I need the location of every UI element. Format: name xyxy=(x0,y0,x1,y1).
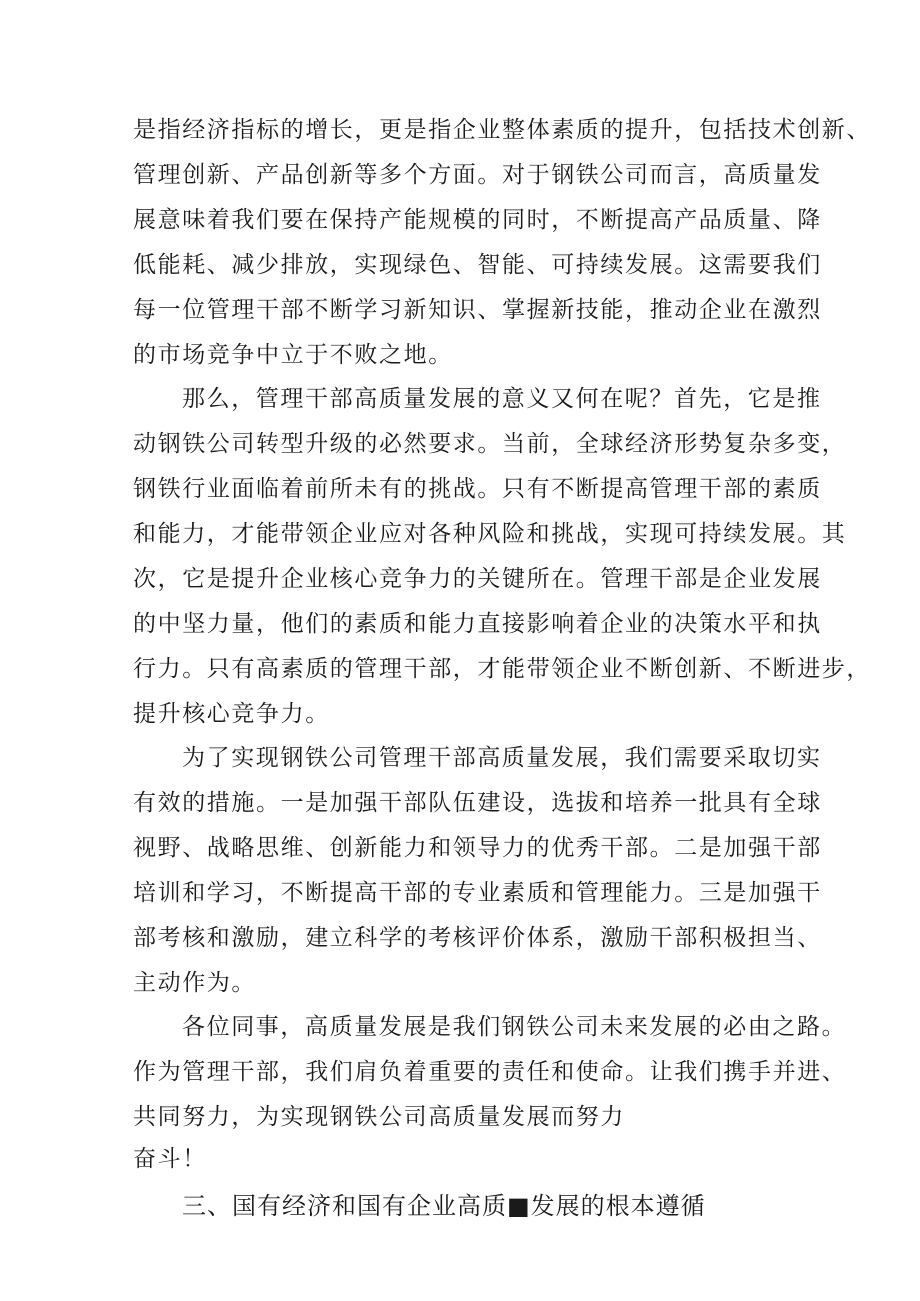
section-heading: 三、国有经济和国有企业高质■发展的根本遵循 xyxy=(182,1192,706,1220)
text-line: 钢铁行业面临着前所未有的挑战。只有不断提高管理干部的素质 xyxy=(133,476,822,502)
text-line: 主动作为。 xyxy=(133,970,256,996)
text-line: 为了实现钢铁公司管理干部高质量发展，我们需要采取切实 xyxy=(182,745,822,771)
text-line: 是指经济指标的增长，更是指企业整体素质的提升，包括技术创新、 xyxy=(133,117,871,143)
text-line: 管理创新、产品创新等多个方面。对于钢铁公司而言，高质量发 xyxy=(133,162,822,188)
text-line: 的中坚力量，他们的素质和能力直接影响着企业的决策水平和执 xyxy=(133,611,822,637)
text-line: 作为管理干部，我们肩负着重要的责任和使命。让我们携手并进、 xyxy=(133,1059,847,1085)
text-line: 各位同事，高质量发展是我们钢铁公司未来发展的必由之路。 xyxy=(182,1014,847,1040)
text-line: 行力。只有高素质的管理干部，才能带领企业不断创新、不断进步， xyxy=(133,656,871,682)
text-line: 动钢铁公司转型升级的必然要求。当前，全球经济形势复杂多变， xyxy=(133,431,847,457)
text-line: 次，它是提升企业核心竞争力的关键所在。管理干部是企业发展 xyxy=(133,566,822,592)
text-line: 展意味着我们要在保持产能规模的同时，不断提高产品质量、降 xyxy=(133,207,822,233)
text-line: 奋斗！ xyxy=(133,1146,207,1172)
text-line: 低能耗、减少排放，实现绿色、智能、可持续发展。这需要我们 xyxy=(133,252,822,278)
text-line: 部考核和激励，建立科学的考核评价体系，激励干部积极担当、 xyxy=(133,925,822,951)
text-line: 共同努力，为实现钢铁公司高质量发展而努力 xyxy=(133,1104,625,1130)
text-line: 培训和学习，不断提高干部的专业素质和管理能力。三是加强干 xyxy=(133,880,822,906)
text-line: 那么，管理干部高质量发展的意义又何在呢？首先，它是推 xyxy=(182,386,822,412)
text-line: 提升核心竞争力。 xyxy=(133,701,330,727)
text-line: 有效的措施。一是加强干部队伍建设，选拔和培养一批具有全球 xyxy=(133,790,822,816)
text-line: 每一位管理干部不断学习新知识、掌握新技能，推动企业在激烈 xyxy=(133,297,822,323)
text-line: 视野、战略思维、创新能力和领导力的优秀干部。二是加强干部 xyxy=(133,835,822,861)
text-line: 的市场竞争中立于不败之地。 xyxy=(133,342,453,368)
text-line: 和能力，才能带领企业应对各种风险和挑战，实现可持续发展。其 xyxy=(133,521,847,547)
